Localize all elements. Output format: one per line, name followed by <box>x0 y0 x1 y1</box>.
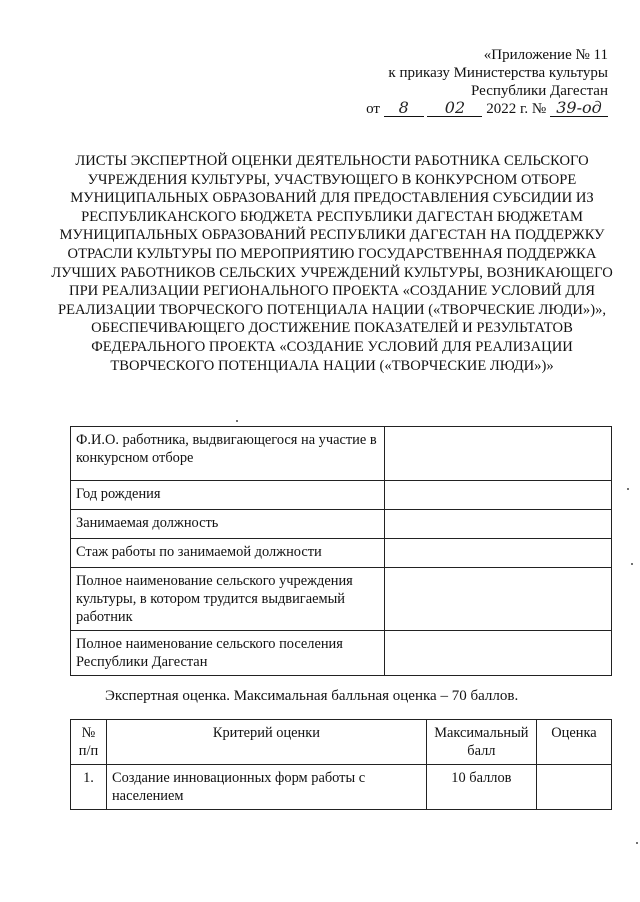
table-row <box>71 510 612 539</box>
scan-speck <box>627 488 629 490</box>
info-label: Ф.И.О. работника, выдвигающегося на участие в конкурсном отборе <box>71 427 385 481</box>
handwritten-date-month: 02 <box>427 100 482 117</box>
order-date-line <box>348 100 608 118</box>
criterion-name: Создание инновационных форм работы с населением <box>106 765 426 810</box>
scan-speck <box>636 842 638 844</box>
handwritten-date-day: 8 <box>384 100 424 117</box>
document-title: ЛИСТЫ ЭКСПЕРТНОЙ ОЦЕНКИ ДЕЯТЕЛЬНОСТИ РАБОТНИКА СЕЛЬСКОГО УЧРЕЖДЕНИЯ КУЛЬТУРЫ, УЧАСТВУЮЩЕГО В КОНКУРСНОМ ОТБОРЕ МУНИЦИПАЛЬНЫХ ОБРАЗОВАНИЙ ДЛЯ ПРЕДОСТАВЛЕНИЯ СУБСИДИИ ИЗ РЕСПУБЛИКАНСКОГО БЮДЖЕТА РЕСПУБЛИКИ ДАГЕСТАН БЮДЖЕТАМ МУНИЦИПАЛЬНЫХ ОБРАЗОВАНИЙ РЕСПУБЛИКИ ДАГЕСТАН НА ПОДДЕРЖКУ ОТРАСЛИ КУЛЬТУРЫ ПО МЕРОПРИЯТИЮ ГОСУДАРСТВЕННАЯ ПОДДЕРЖКА ЛУЧШИХ РАБОТНИКОВ СЕЛЬСКИХ УЧРЕЖДЕНИЙ КУЛЬТУРЫ, ВОЗНИКАЮЩЕГО ПРИ РЕАЛИЗАЦИИ РЕГИОНАЛЬНОГО ПРОЕКТА «СОЗДАНИЕ УСЛОВИЙ ДЛЯ РЕАЛИЗАЦИИ ТВОРЧЕСКОГО ПОТЕНЦИАЛА НАЦИИ («ТВОРЧЕСКИЕ ЛЮДИ»)», ОБЕСПЕЧИВАЮЩЕГО ДОСТИЖЕНИЕ ПОКАЗАТЕЛЕЙ И РЕЗУЛЬТАТОВ ФЕДЕРАЛЬНОГО ПРОЕКТА «СОЗДАНИЕ УСЛОВИЙ ДЛЯ РЕАЛИЗАЦИИ ТВОРЧЕСКОГО ПОТЕНЦИАЛА НАЦИИ («ТВОРЧЕСКИЕ ЛЮДИ»)» <box>51 153 613 374</box>
info-value-field[interactable] <box>384 631 611 676</box>
info-label: Занимаемая должность <box>71 510 385 539</box>
table-row <box>71 481 612 510</box>
info-value-field[interactable] <box>384 481 611 510</box>
header-criterion: Критерий оценки <box>106 720 426 765</box>
info-value-field[interactable] <box>384 510 611 539</box>
appendix-number: «Приложение № 11 <box>483 47 608 63</box>
info-label: Год рождения <box>71 481 385 510</box>
criterion-number: 1. <box>71 765 107 810</box>
table-row <box>71 765 612 810</box>
info-label: Полное наименование сельского поселения Республики Дагестан <box>71 631 385 676</box>
criterion-max-score: 10 баллов <box>426 765 536 810</box>
criterion-score-field[interactable] <box>536 765 611 810</box>
table-row <box>71 539 612 568</box>
header-score: Оценка <box>536 720 611 765</box>
republic-line: Республики Дагестан <box>471 83 608 99</box>
order-ministry-line: к приказу Министерства культуры <box>388 65 608 81</box>
date-year: 2022 г. № <box>486 101 547 117</box>
appendix-header <box>348 46 608 118</box>
info-label: Стаж работы по занимаемой должности <box>71 539 385 568</box>
criteria-header-row <box>71 720 612 765</box>
scan-speck <box>631 563 633 565</box>
criteria-table <box>70 719 612 810</box>
handwritten-order-number: 39-од <box>550 100 608 117</box>
participant-info-table <box>70 426 612 676</box>
scan-speck <box>236 420 238 422</box>
info-value-field[interactable] <box>384 539 611 568</box>
date-prefix: от <box>366 101 380 117</box>
header-num: № п/п <box>71 720 107 765</box>
table-row <box>71 427 612 481</box>
header-max-score: Максимальный балл <box>426 720 536 765</box>
info-label: Полное наименование сельского учреждения культуры, в котором трудится выдвигаемый работник <box>71 568 385 631</box>
score-intro: Экспертная оценка. Максимальная балльная оценка – 70 баллов. <box>105 688 519 704</box>
info-value-field[interactable] <box>384 568 611 631</box>
table-row <box>71 568 612 631</box>
table-row <box>71 631 612 676</box>
info-value-field[interactable] <box>384 427 611 481</box>
